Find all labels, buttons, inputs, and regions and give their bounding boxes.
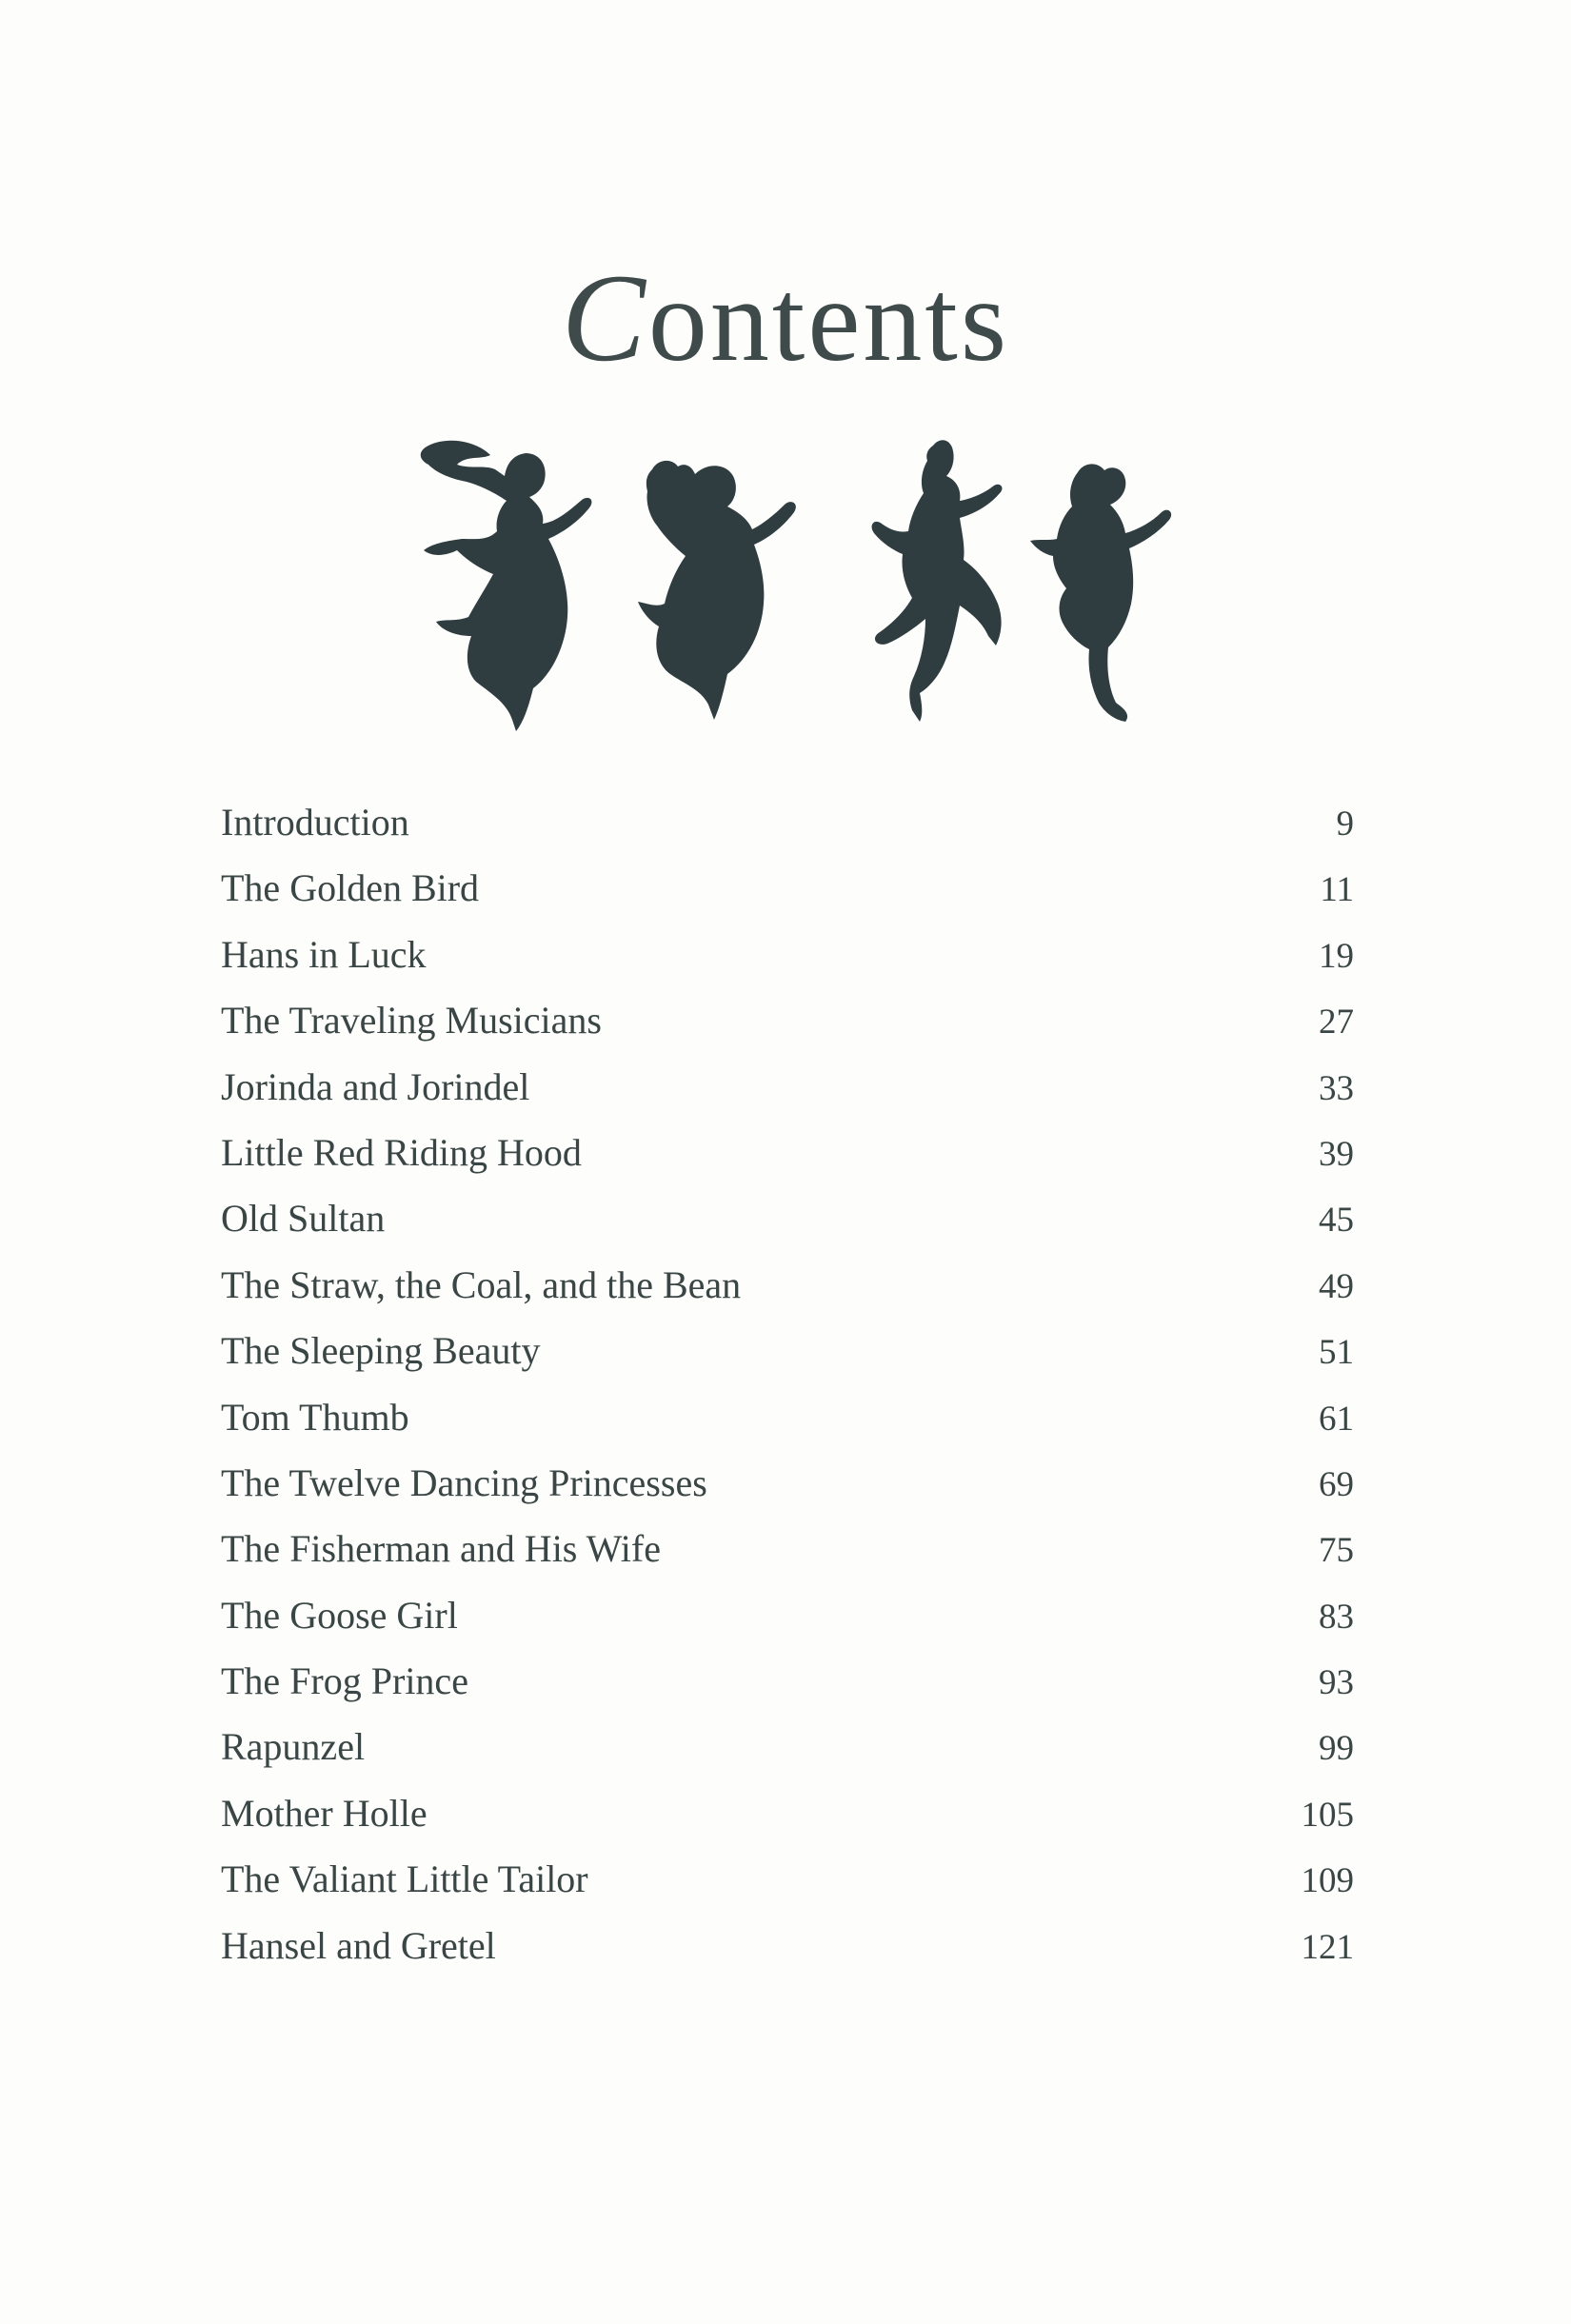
toc-entry-page-number: 9 [1336, 804, 1354, 844]
toc-entry [221, 1593, 1354, 1659]
toc-entry-title: The Goose Girl [221, 1593, 458, 1637]
toc-entry-page-number: 49 [1319, 1266, 1354, 1306]
toc-entry-title: The Straw, the Coal, and the Bean [221, 1262, 742, 1306]
toc-entry [221, 1130, 1354, 1196]
toc-entry [221, 1262, 1354, 1328]
toc-entry-page-number: 75 [1319, 1531, 1354, 1571]
toc-entry-page-number: 105 [1301, 1795, 1354, 1835]
toc-entry-page-number: 93 [1319, 1663, 1354, 1703]
toc-entry-title: Introduction [221, 801, 409, 844]
toc-entry [221, 865, 1354, 931]
toc-entry-page-number: 51 [1319, 1333, 1354, 1373]
toc-entry-title: Hansel and Gretel [221, 1923, 496, 1967]
toc-entry [221, 1923, 1354, 1989]
table-of-contents [221, 800, 1354, 1989]
toc-entry [221, 800, 1354, 865]
toc-entry-title: Little Red Riding Hood [221, 1130, 582, 1174]
toc-entry [221, 1659, 1354, 1724]
toc-entry-title: The Valiant Little Tailor [221, 1857, 588, 1901]
toc-entry-title: The Fisherman and His Wife [221, 1527, 661, 1571]
toc-entry-title: The Twelve Dancing Princesses [221, 1460, 707, 1504]
toc-entry [221, 932, 1354, 998]
toc-entry [221, 1857, 1354, 1922]
toc-entry-page-number: 99 [1319, 1729, 1354, 1769]
toc-entry-page-number: 39 [1319, 1134, 1354, 1174]
toc-entry [221, 1328, 1354, 1394]
toc-entry-page-number: 61 [1319, 1399, 1354, 1439]
toc-entry-title: Hans in Luck [221, 932, 427, 976]
toc-entry [221, 1460, 1354, 1526]
toc-entry-title: Mother Holle [221, 1791, 428, 1835]
toc-entry-page-number: 83 [1319, 1597, 1354, 1637]
toc-entry-page-number: 45 [1319, 1201, 1354, 1241]
title-initial: C [561, 248, 648, 387]
toc-entry [221, 1064, 1354, 1130]
toc-entry-page-number: 33 [1319, 1068, 1354, 1108]
dancer-silhouette-3 [872, 440, 1003, 722]
toc-entry-title: The Frog Prince [221, 1659, 468, 1703]
toc-entry-title: Rapunzel [221, 1725, 366, 1769]
title-rest: ontents [647, 255, 1010, 386]
toc-entry-title: Jorinda and Jorindel [221, 1064, 530, 1108]
toc-entry-page-number: 19 [1319, 936, 1354, 976]
toc-entry-title: The Traveling Musicians [221, 999, 602, 1043]
toc-entry [221, 1791, 1354, 1857]
dancer-silhouette-4 [1030, 464, 1171, 722]
dancer-silhouette-2 [638, 461, 796, 720]
toc-entry-page-number: 27 [1319, 1003, 1354, 1043]
dancing-silhouettes-icon [400, 417, 1181, 741]
toc-entry [221, 1196, 1354, 1261]
toc-entry-title: The Sleeping Beauty [221, 1329, 541, 1373]
toc-entry-page-number: 11 [1320, 870, 1354, 910]
toc-entry-title: Tom Thumb [221, 1395, 409, 1439]
page-title [0, 248, 1571, 387]
toc-entry-title: The Golden Bird [221, 866, 480, 910]
toc-entry-page-number: 69 [1319, 1464, 1354, 1504]
toc-entry [221, 998, 1354, 1063]
toc-entry [221, 1526, 1354, 1592]
toc-entry-title: Old Sultan [221, 1197, 386, 1241]
toc-entry-page-number: 109 [1301, 1861, 1354, 1901]
toc-entry [221, 1724, 1354, 1790]
toc-entry-page-number: 121 [1301, 1927, 1354, 1967]
dancer-silhouette-1 [421, 441, 592, 731]
toc-entry [221, 1395, 1354, 1460]
